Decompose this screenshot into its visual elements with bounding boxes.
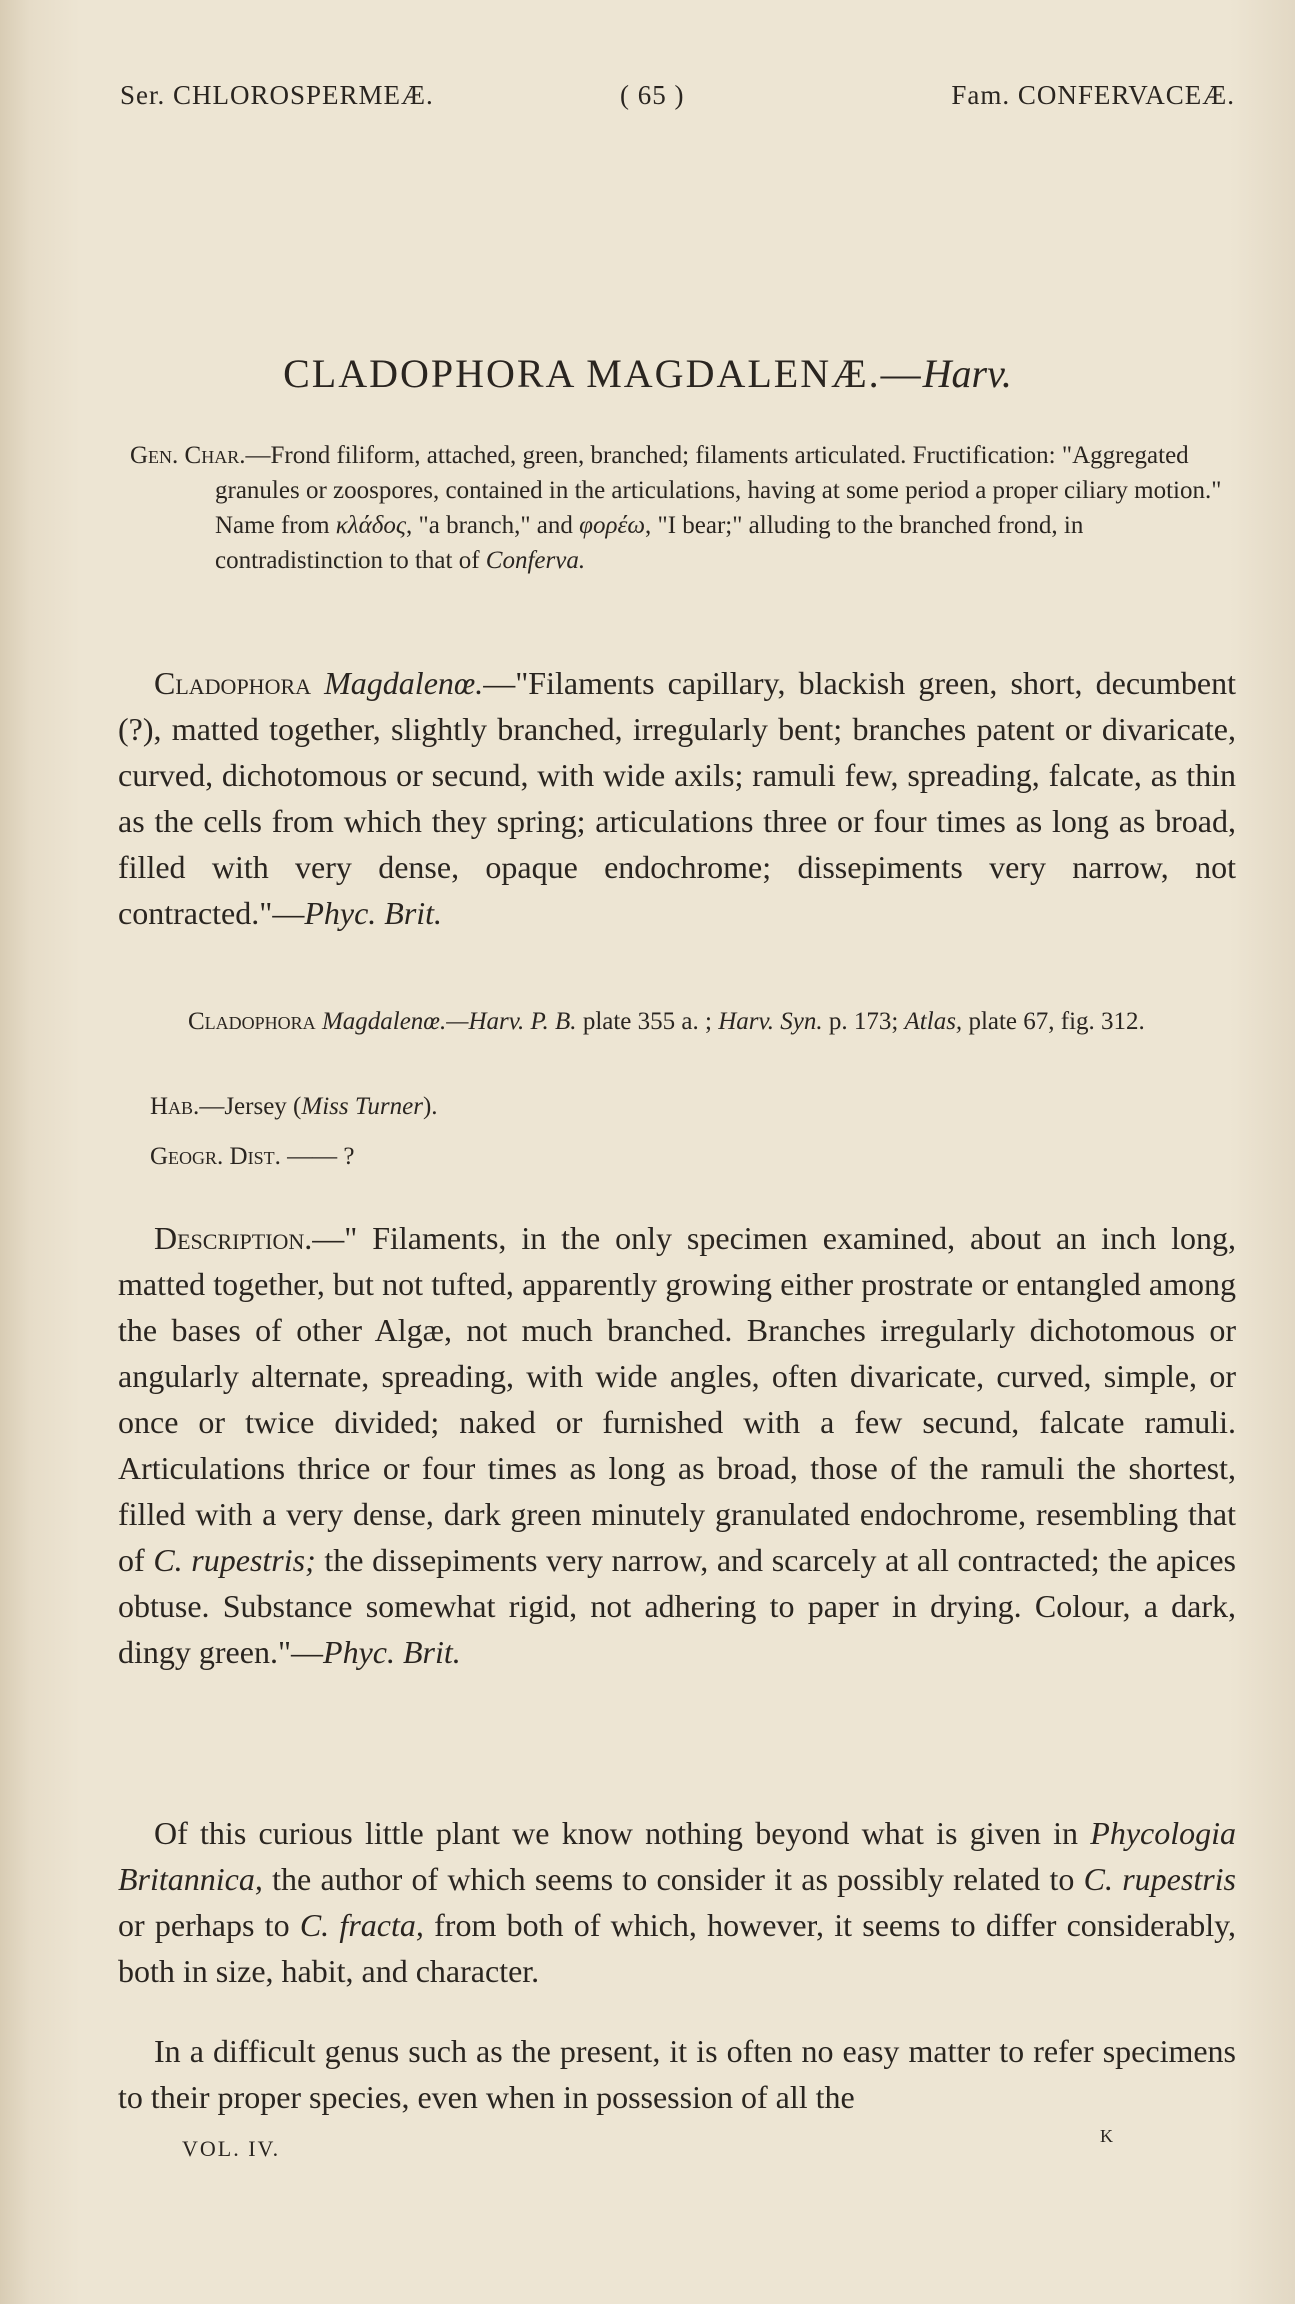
footer-volume: VOL. IV.	[182, 2136, 281, 2161]
diagnosis-species: Magdalenœ.	[324, 665, 484, 701]
ref-text: plate 67, fig. 312.	[962, 1008, 1145, 1035]
title-author: Harv.	[922, 351, 1012, 396]
running-head-family: Fam. CONFERVACEÆ.	[951, 80, 1235, 110]
geogr-label: Geogr. Dist.	[150, 1143, 281, 1170]
description-text: the dissepiments very narrow, and scarcely at all contracted; the apices obtuse. Substance somewhat rigid, not adhering to paper in drying. Colour, a dark, dingy green."—	[118, 1542, 1237, 1670]
title-species: CLADOPHORA MAGDALENÆ.—	[283, 351, 923, 396]
ref-text: plate 355 a. ;	[576, 1008, 719, 1035]
commentary-text: or perhaps to	[118, 1907, 300, 1943]
greek-word-phoreo: φορέω	[579, 512, 645, 539]
commentary-text: from both of which, however, it seems to differ considerably, both in size, habit, and character.	[118, 1907, 1237, 1989]
gen-char-text: , "I bear;" alluding to the branched frond, in contradistinction to that of	[215, 512, 1084, 574]
species-diagnosis	[118, 660, 1236, 936]
description-text: —" Filaments, in the only specimen examined, about an inch long, matted together, but not tufted, apparently growing either prostrate or entangled among the bases of other Algæ, not much branched. Branches irregularly dichotomous or angularly alternate, spreading, with wide angles, often divaricate, curved, simple, or once or twice divided; naked or furnished with a few secund, falcate ramuli. Articulations thrice or four times as long as broad, those of the ramuli the shortest, filled with a very dense, dark green minutely granulated endochrome, resembling that of	[118, 1220, 1236, 1578]
commentary-book: Phycologia Britannica,	[118, 1815, 1236, 1897]
diagnosis-text: —"Filaments capillary, blackish green, short, decumbent (?), matted together, slightly branched, irregularly bent; branches patent or divaricate, curved, dichotomous or secund, with wide axils; ramuli few, spreading, falcate, as thin as the cells from which they spring; articulations three or four times as long as broad, filled with very dense, opaque endochrome; dissepiments very narrow, not contracted."—	[118, 665, 1237, 931]
running-head	[120, 80, 1235, 120]
ref-syn: Harv. Syn.	[718, 1008, 823, 1035]
gen-char-text: , "a branch," and	[406, 512, 580, 539]
commentary-ref: C. rupestris	[1083, 1861, 1236, 1897]
description-source: Phyc. Brit.	[323, 1634, 461, 1670]
description-label: Description.	[154, 1220, 313, 1256]
commentary-ref: C. fracta,	[299, 1907, 424, 1943]
description	[118, 1215, 1236, 1675]
running-head-series: Ser. CHLOROSPERMEÆ.	[120, 80, 434, 110]
habitat-text: —Jersey (	[199, 1093, 302, 1120]
genus-conferva: Conferva.	[485, 547, 586, 574]
footer-signature: K	[1100, 2126, 1113, 2146]
commentary-text: the author of which seems to consider it as possibly related to	[262, 1861, 1084, 1897]
commentary-text: Of this curious little plant we know nothing beyond what is given in	[154, 1815, 1091, 1851]
description-ref: C. rupestris;	[153, 1542, 316, 1578]
closing-paragraph: In a difficult genus such as the present, it is often no easy matter to refer specimens to their proper species, even when in possession of all the	[118, 2033, 1236, 2115]
habitat-text: ).	[422, 1093, 438, 1120]
page-number: ( 65 )	[620, 80, 685, 110]
diagnosis-source: Phyc. Brit.	[304, 895, 443, 931]
diagnosis-genus: Cladophora	[154, 665, 312, 701]
ref-atlas: Atlas,	[904, 1008, 963, 1035]
generic-character	[130, 438, 1240, 578]
ref-text: p. 173;	[822, 1008, 905, 1035]
habitat-collector: Miss Turner	[301, 1093, 423, 1120]
geogr-text: —— ?	[280, 1143, 355, 1170]
greek-word-klados: κλάδος	[335, 512, 407, 539]
commentary	[118, 1810, 1236, 1994]
ref-genus: Cladophora	[188, 1008, 316, 1035]
gen-char-text: —Frond filiform, attached, green, branched; filaments articulated. Fructification: "Aggregated granules or zoospores, contained in the articulations, having at some period a proper ciliary motion." Name from	[215, 442, 1222, 539]
geographic-distribution	[150, 1143, 354, 1171]
habitat-label: Hab.	[150, 1093, 200, 1120]
synonymy-references	[188, 1004, 1238, 1040]
page-title	[0, 350, 1295, 397]
ref-species: Magdalenœ.—Harv. P. B.	[321, 1008, 577, 1035]
habitat	[150, 1093, 438, 1121]
gen-char-label: Gen. Char.	[130, 442, 246, 469]
